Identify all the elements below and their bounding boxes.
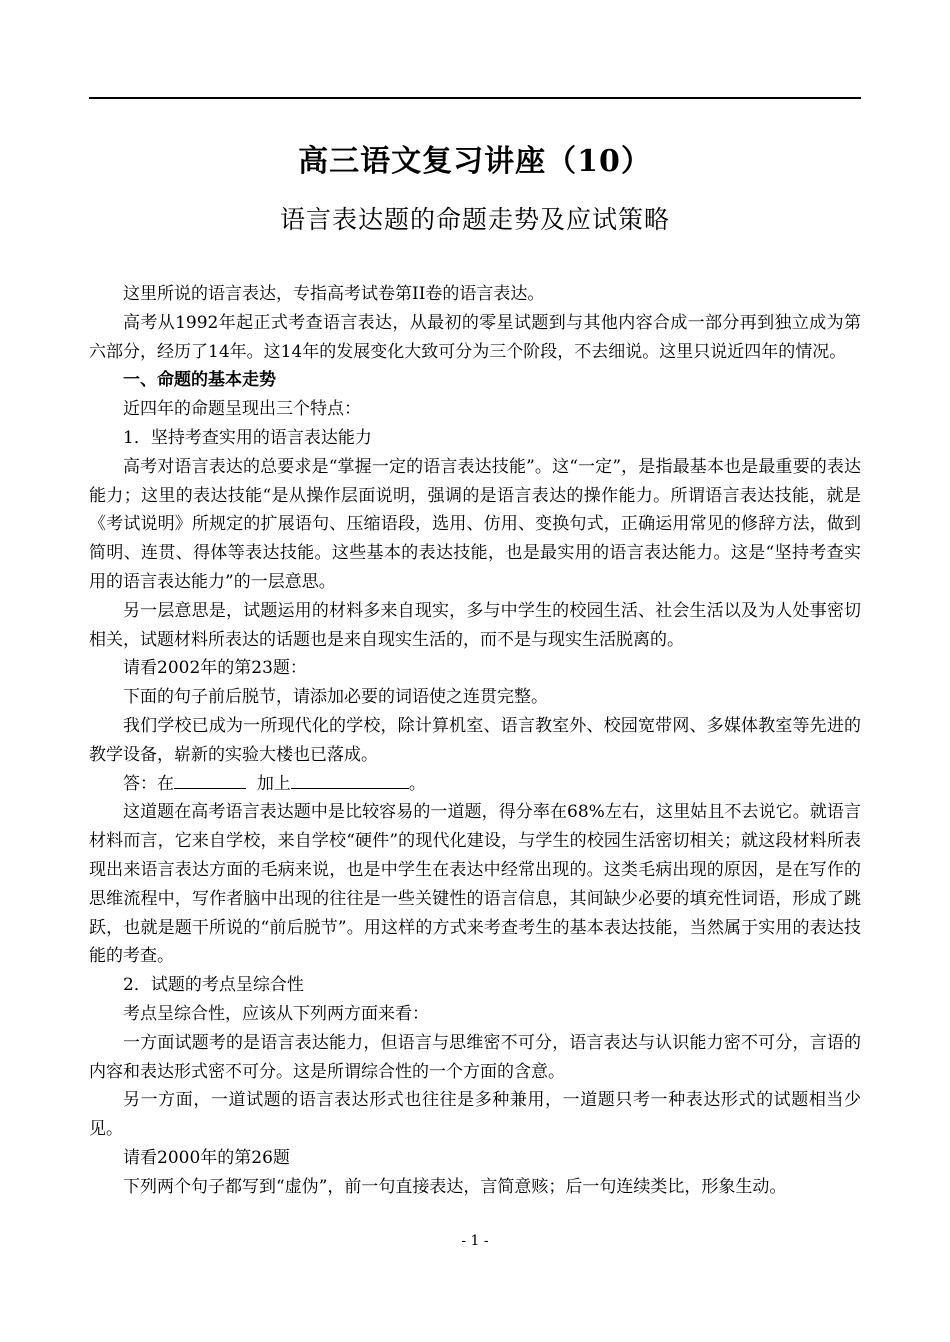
section-heading-1: 一、命题的基本走势 (123, 370, 276, 391)
document-subtitle: 语言表达题的命题走势及应试策略 (279, 205, 670, 234)
paragraph-two-aspects: 考点呈综合性，应该从下列两方面来看： (123, 1003, 429, 1024)
body-text (89, 280, 861, 1202)
paragraph-intro: 这里所说的语言表达，专指高考试卷第II卷的语言表达。 (123, 284, 545, 304)
page-number: - 1 - (461, 1233, 489, 1249)
answer-suffix: 。 (408, 773, 426, 794)
paragraph-aspect-one: 一方面试题考的是语言表达能力，但语言与思维密不可分，语言表达与认识能力密不可分，言语的内容和表达形式密不可分。这是所谓综合性的一个方面的含意。 (89, 1032, 861, 1082)
paragraph-question-prompt: 下面的句子前后脱节，请添加必要的词语使之连贯完整。 (123, 687, 548, 708)
answer-middle: 加上 (256, 773, 291, 794)
paragraph-three-features: 近四年的命题呈现出三个特点： (123, 399, 361, 420)
subheading-2: 2．试题的考点呈综合性 (123, 975, 304, 996)
document-title: 高三语文复习讲座（10） (298, 144, 652, 179)
answer-line (89, 770, 861, 799)
paragraph-history: 高考从1992年起正式考查语言表达，从最初的零星试题到与其他内容合成一部分再到独立成为第六部分，经历了14年。这14年的发展变化大致可分为三个阶段，不去细说。这里只说近四年的情况。 (89, 312, 861, 362)
paragraph-second-meaning: 另一层意思是，试题运用的材料多来自现实，多与中学生的校园生活、社会生活以及为人处事密切相关，试题材料所表达的话题也是来自现实生活的，而不是与现实生活脱离的。 (89, 600, 861, 650)
paragraph-requirements: 高考对语言表达的总要求是“掌握一定的语言表达技能”。这“一定”，是指最基本也是最重要的表达能力；这里的表达技能“是从操作层面说明，强调的是语言表达的操作能力。所谓语言表达技能，就是《考试说明》所规定的扩展语句、压缩语段，选用、仿用、变换句式，正确运用常见的修辞方法，做到简明、连贯、得体等表达技能。这些基本的表达技能，也是最实用的语言表达能力。这是“坚持考查实用的语言表达能力”的一层意思。 (89, 456, 861, 592)
paragraph-hypocrisy: 下列两个句子都写到“虚伪”，前一句直接表达，言简意赅；后一句连续类比，形象生动。 (123, 1176, 787, 1197)
header-rule (89, 97, 861, 99)
subheading-1: 1．坚持考查实用的语言表达能力 (123, 427, 372, 448)
paragraph-aspect-two: 另一方面，一道试题的语言表达形式也往往是多种兼用，一道题只考一种表达形式的试题相当少见。 (89, 1090, 861, 1140)
paragraph-question-sentence: 我们学校已成为一所现代化的学校，除计算机室、语言教室外、校园宽带网、多媒体教室等先进的教学设备，崭新的实验大楼也已落成。 (89, 715, 861, 765)
answer-blank-2 (291, 770, 409, 789)
paragraph-example-2000: 请看2000年的第26题 (123, 1147, 290, 1168)
paragraph-analysis: 这道题在高考语言表达题中是比较容易的一道题，得分率在68%左右，这里姑且不去说它。就语言材料而言，它来自学校，来自学校“硬件”的现代化建设，与学生的校园生活密切相关；就这段材料所表现出来语言表达方面的毛病来说，也是中学生在表达中经常出现的。这类毛病出现的原因，是在写作的思维流程中，写作者脑中出现的往往是一些关键性的语言信息，其间缺少必要的填充性词语，形成了跳跃，也就是题干所说的“前后脱节”。用这样的方式来考查考生的基本表达技能，当然属于实用的表达技能的考查。 (89, 802, 861, 967)
paragraph-example-2002: 请看2002年的第23题： (123, 658, 307, 679)
answer-blank-1 (174, 770, 246, 789)
answer-prefix: 答：在 (123, 773, 174, 794)
